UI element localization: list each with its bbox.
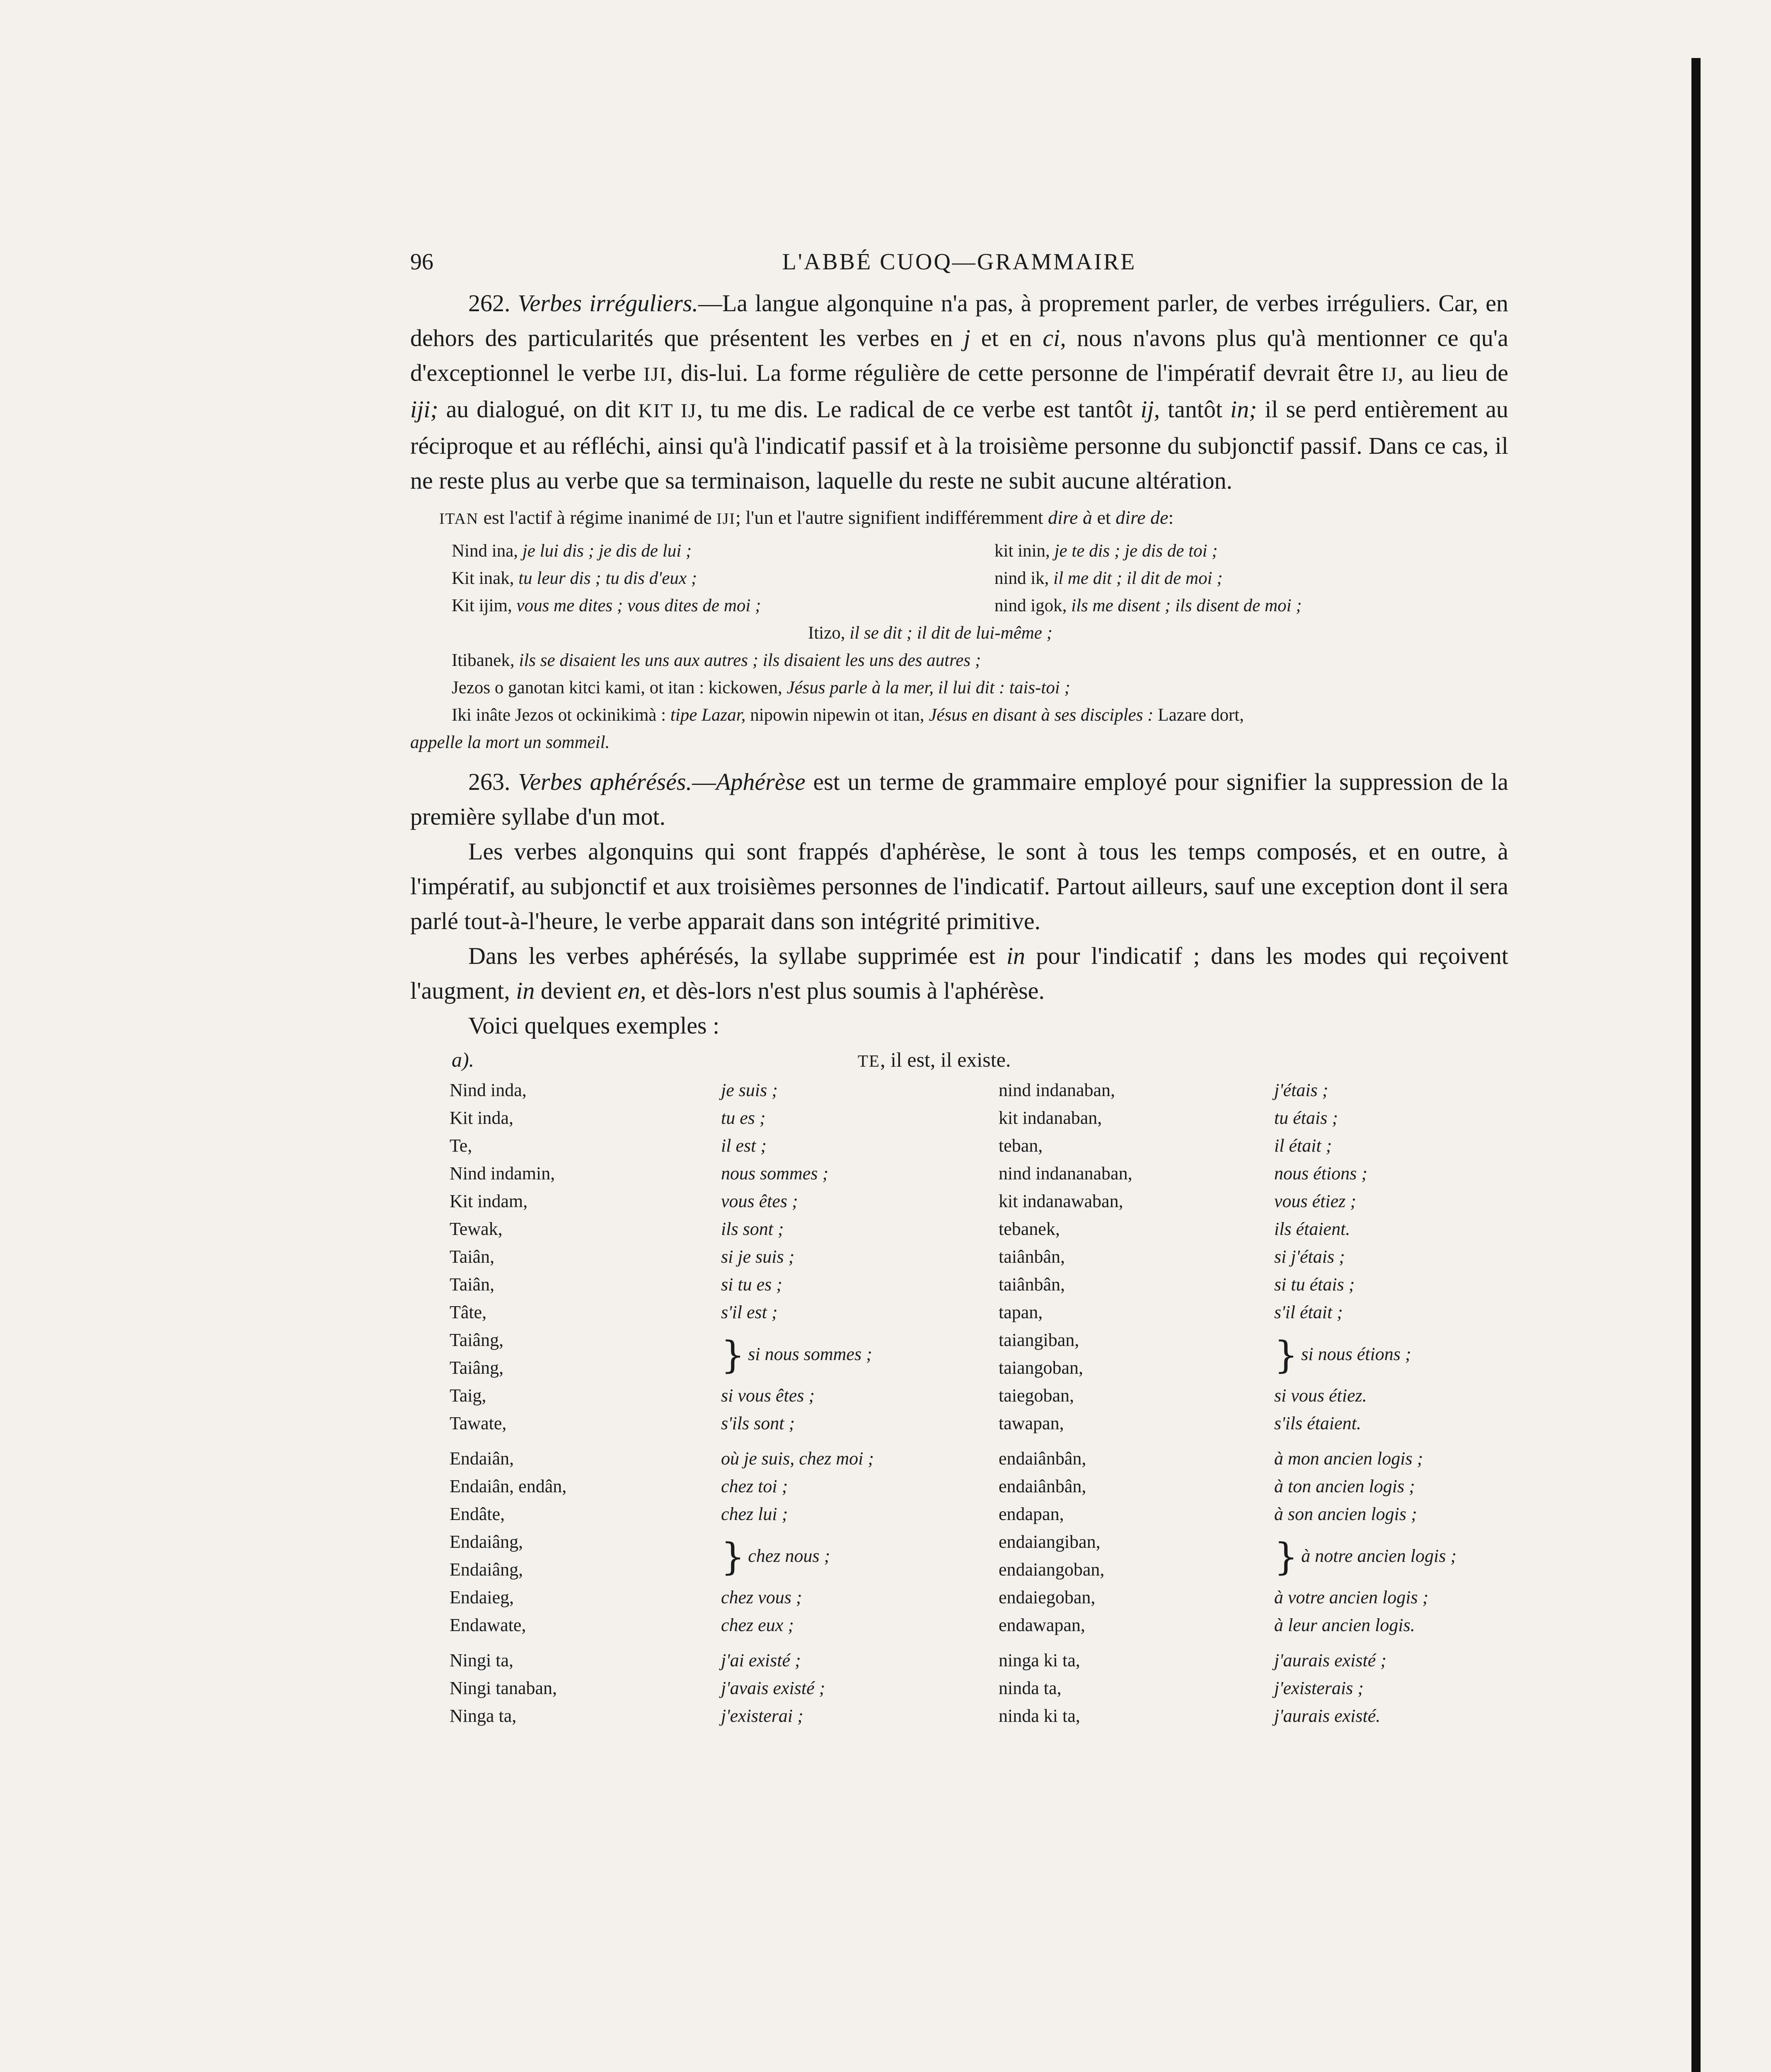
past-gloss: si vous étiez. <box>1274 1385 1367 1406</box>
gloss: si vous êtes ; <box>721 1385 815 1406</box>
conjugation-row <box>450 1639 1506 1674</box>
form: Taig, <box>450 1385 486 1406</box>
past-form: tebanek, <box>999 1219 1060 1239</box>
gloss: j'ai existé ; <box>721 1650 801 1670</box>
conjugation-row <box>450 1243 1506 1271</box>
form: Endâte, <box>450 1504 505 1524</box>
gloss: j'avais existé ; <box>721 1678 825 1698</box>
page-number: 96 <box>410 249 433 275</box>
past-gloss: à votre ancien logis ; <box>1274 1587 1429 1607</box>
example-row: Itizo, il se dit ; il dit de lui-même ; <box>808 623 1052 643</box>
past-gloss: j'aurais existé. <box>1274 1706 1381 1726</box>
past-form: teban, <box>999 1135 1043 1156</box>
past-gloss: tu étais ; <box>1274 1108 1338 1128</box>
past-gloss: } si nous étions ; <box>1274 1334 1411 1377</box>
past-gloss: à ton ancien logis ; <box>1274 1476 1415 1496</box>
past-form: kit indanawaban, <box>999 1191 1123 1211</box>
past-form: ninda ki ta, <box>999 1706 1080 1726</box>
example-row: Nind ina, je lui dis ; je dis de lui ; kit inin, je te dis ; je dis de toi ; <box>452 541 1218 561</box>
past-form: endawapan, <box>999 1615 1085 1635</box>
section-title: Verbes aphérésés. <box>518 768 692 795</box>
conjugation-row <box>450 1271 1506 1298</box>
past-form: taiegoban, <box>999 1385 1074 1406</box>
past-form: endapan, <box>999 1504 1064 1524</box>
document-page <box>410 249 1508 1730</box>
past-gloss: vous étiez ; <box>1274 1191 1356 1211</box>
example-row: Kit ijim, vous me dites ; vous dites de moi ; nind igok, ils me disent ; ils disent de moi ; <box>452 596 1302 615</box>
past-form: endaiânbân, <box>999 1448 1086 1469</box>
past-form: taiangoban, <box>999 1358 1084 1378</box>
conjugation-row <box>450 1702 1506 1730</box>
form: Te, <box>450 1135 472 1156</box>
brace-icon: } <box>1274 1334 1298 1377</box>
past-form: endaiangoban, <box>999 1559 1105 1580</box>
past-form: nind indananaban, <box>999 1163 1132 1184</box>
form: Tâte, <box>450 1302 487 1322</box>
form: Tewak, <box>450 1219 503 1239</box>
past-form: ninda ta, <box>999 1678 1062 1698</box>
gloss: il est ; <box>721 1135 767 1156</box>
past-form: tapan, <box>999 1302 1043 1322</box>
past-gloss: à son ancien logis ; <box>1274 1504 1417 1524</box>
paragraph-263: 263. Verbes aphérésés.—Aphérèse est un terme de grammaire employé pour signifier la suppression de la première syllabe d'un mot. <box>410 768 1509 830</box>
paragraph-263-3: Dans les verbes aphérésés, la syllabe supprimée est in pour l'indicatif ; dans les modes qui reçoivent l'augment, in devient en, et dès-lors n'est plus soumis à l'aphérèse. <box>410 942 1509 1004</box>
past-gloss: j'aurais existé ; <box>1274 1650 1386 1670</box>
past-gloss: } à notre ancien logis ; <box>1274 1535 1457 1579</box>
form: Endaiân, endân, <box>450 1476 567 1496</box>
gloss: je suis ; <box>721 1080 778 1100</box>
examples-262 <box>410 537 1508 756</box>
past-form: ninga ki ta, <box>999 1650 1080 1670</box>
conjugation-row <box>450 1674 1506 1702</box>
gloss: chez lui ; <box>721 1504 788 1524</box>
past-gloss: à mon ancien logis ; <box>1274 1448 1423 1469</box>
page-edge-rule <box>1691 58 1701 2072</box>
form: Nind indamin, <box>450 1163 555 1184</box>
form: Endaiâng, <box>450 1559 523 1580</box>
running-title: L'ABBÉ CUOQ—GRAMMAIRE <box>782 249 1137 275</box>
example-row: appelle la mort un sommeil. <box>410 733 610 752</box>
brace-icon: } <box>721 1535 745 1579</box>
gloss: nous sommes ; <box>721 1163 829 1184</box>
form: Endawate, <box>450 1615 526 1635</box>
conjugation-row <box>450 1528 1506 1556</box>
past-form: taiânbân, <box>999 1247 1065 1267</box>
conjugation-row <box>450 1215 1506 1243</box>
past-gloss: s'il était ; <box>1274 1302 1343 1322</box>
gloss: s'il est ; <box>721 1302 778 1322</box>
conjugation-row <box>450 1611 1506 1639</box>
conjugation-row <box>450 1104 1506 1132</box>
gloss: tu es ; <box>721 1108 766 1128</box>
form: Nind inda, <box>450 1080 527 1100</box>
gloss: chez eux ; <box>721 1615 794 1635</box>
conjugation-row <box>450 1326 1506 1354</box>
conjugation-row <box>450 1583 1506 1611</box>
past-gloss: j'étais ; <box>1274 1080 1328 1100</box>
example-label-a: a). TE, il est, il existe. <box>452 1048 1011 1071</box>
past-form: kit indanaban, <box>999 1108 1102 1128</box>
gloss: chez vous ; <box>721 1587 802 1607</box>
example-row: Itibanek, ils se disaient les uns aux autres ; ils disaient les uns des autres ; <box>452 651 981 670</box>
example-row: Jezos o ganotan kitci kami, ot itan : kickowen, Jésus parle à la mer, il lui dit : tais-toi ; <box>452 678 1070 697</box>
gloss: ils sont ; <box>721 1219 784 1239</box>
gloss: j'existerai ; <box>721 1706 803 1726</box>
conjugation-table <box>450 1076 1506 1730</box>
form: Kit indam, <box>450 1191 528 1211</box>
form: Taiâng, <box>450 1358 504 1378</box>
past-form: endaiangiban, <box>999 1532 1101 1552</box>
conjugation-row <box>450 1159 1506 1187</box>
brace-icon: } <box>1274 1535 1298 1579</box>
conjugation-row <box>450 1382 1506 1409</box>
past-gloss: à leur ancien logis. <box>1274 1615 1415 1635</box>
form: Tawate, <box>450 1413 507 1433</box>
form: Endaieg, <box>450 1587 514 1607</box>
past-form: nind indanaban, <box>999 1080 1115 1100</box>
paragraph-263-2: Les verbes algonquins qui sont frappés d'aphérèse, le sont à tous les temps composés, et en outre, à l'impératif, au subjonctif et aux troisièmes personnes de l'indicatif. Partout ailleurs, sauf une exception dont il sera parlé tout-à-l'heure, le verbe apparait dans son intégrité primitive. <box>410 838 1508 934</box>
brace-icon: } <box>721 1334 745 1377</box>
conjugation-row <box>450 1187 1506 1215</box>
gloss: s'ils sont ; <box>721 1413 795 1433</box>
form: Kit inda, <box>450 1108 513 1128</box>
form: Taiân, <box>450 1274 495 1295</box>
running-header <box>410 249 1508 286</box>
gloss: si tu es ; <box>721 1274 782 1295</box>
conjugation-row <box>450 1437 1506 1472</box>
past-gloss: ils étaient. <box>1274 1219 1350 1239</box>
past-gloss: si j'étais ; <box>1274 1247 1345 1267</box>
example-row: Iki inâte Jezos ot ockinikimà : tipe Lazar, nipowin nipewin ot itan, Jésus en disant à ses disciples : Lazare dort, <box>452 705 1244 725</box>
form: Taiân, <box>450 1247 495 1267</box>
conjugation-row <box>450 1500 1506 1528</box>
form: Endaiân, <box>450 1448 514 1469</box>
form: Endaiâng, <box>450 1532 523 1552</box>
paragraph-263-4: Voici quelques exemples : <box>468 1012 720 1039</box>
section-number: 263. <box>468 768 510 795</box>
gloss: } si nous sommes ; <box>721 1334 872 1377</box>
past-form: tawapan, <box>999 1413 1064 1433</box>
gloss: si je suis ; <box>721 1247 795 1267</box>
form: Ningi tanaban, <box>450 1678 557 1698</box>
past-gloss: j'existerais ; <box>1274 1678 1364 1698</box>
past-gloss: il était ; <box>1274 1135 1332 1156</box>
conjugation-row <box>450 1409 1506 1437</box>
past-form: taiangiban, <box>999 1330 1079 1350</box>
gloss: } chez nous ; <box>721 1535 830 1579</box>
section-title: Verbes irréguliers. <box>518 290 698 317</box>
paragraph-262: 262. Verbes irréguliers.—La langue algonquine n'a pas, à proprement parler, de verbes irréguliers. Car, en dehors des particularités que présentent les verbes en j et en ci, nous n'avons plus qu'à mentionner ce qu'a d'exceptionnel le verbe IJI, dis-lui. La forme régulière de cette personne de l'impératif devrait être IJ, au lieu de iji; au dialogué, on dit KIT IJ, tu me dis. Le radical de ce verbe est tantôt ij, tantôt in; il se perd entièrement au réciproque et au réfléchi, ainsi qu'à l'indicatif passif et à la troisième personne du subjonctif passif. Dans ce cas, il ne reste plus au verbe que sa terminaison, laquelle du reste ne subit aucune altération. <box>410 290 1508 494</box>
example-row: Kit inak, tu leur dis ; tu dis d'eux ; nind ik, il me dit ; il dit de moi ; <box>452 569 1223 588</box>
form: Taiâng, <box>450 1330 504 1350</box>
gloss: où je suis, chez moi ; <box>721 1448 874 1469</box>
past-gloss: nous étions ; <box>1274 1163 1367 1184</box>
conjugation-row <box>450 1298 1506 1326</box>
form: Ningi ta, <box>450 1650 513 1670</box>
section-number: 262. <box>468 290 510 317</box>
past-form: endaiânbân, <box>999 1476 1086 1496</box>
gloss: vous êtes ; <box>721 1191 798 1211</box>
conjugation-row <box>450 1472 1506 1500</box>
past-gloss: si tu étais ; <box>1274 1274 1355 1295</box>
note-262: ITAN est l'actif à régime inanimé de IJI; l'un et l'autre signifient indifféremment dire à et dire de: <box>439 507 1174 528</box>
gloss: chez toi ; <box>721 1476 788 1496</box>
form: Ninga ta, <box>450 1706 517 1726</box>
past-form: taiânbân, <box>999 1274 1065 1295</box>
past-form: endaiegoban, <box>999 1587 1096 1607</box>
conjugation-row <box>450 1132 1506 1159</box>
conjugation-row <box>450 1076 1506 1104</box>
past-gloss: s'ils étaient. <box>1274 1413 1361 1433</box>
